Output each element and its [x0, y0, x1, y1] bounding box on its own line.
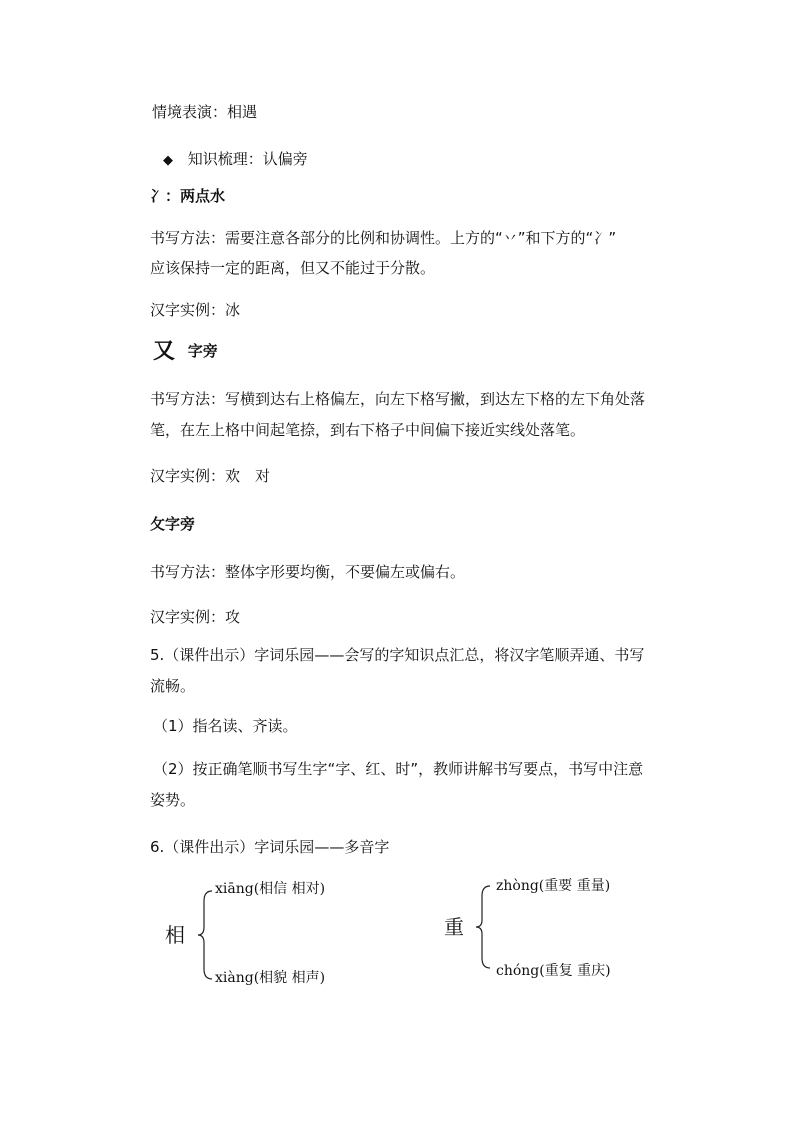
brace-icon: [196, 889, 214, 981]
radical3-method: 书写方法：整体字形要均衡，不要偏左或偏右。: [150, 563, 466, 581]
polyphone-reading-xiang1: xiāng(相信 相对): [215, 881, 326, 897]
radical3-heading: 攵字旁: [150, 515, 196, 533]
radical1-heading: 冫：两点水: [150, 187, 226, 205]
radical2-title: 字旁: [187, 342, 218, 360]
step5-line1: 5.（课件出示）字词乐园——会写的字知识点汇总，将汉字笔顺弄通、书写: [150, 646, 645, 664]
step5-sub2-line2: 姿势。: [150, 791, 196, 809]
polyphone-reading-chong2: chóng(重复 重庆): [496, 963, 611, 979]
step5-sub1: （1）指名读、齐读。: [153, 717, 298, 735]
radical2-example: 汉字实例：欢 对: [150, 467, 271, 485]
radical1-method-line2: 应该保持一定的距离，但又不能过于分散。: [150, 259, 436, 277]
radical2-glyph: 又: [153, 338, 176, 364]
polyphone-reading-zhong4: zhòng(重要 重量): [496, 878, 611, 894]
step5-sub2-line1: （2）按正确笔顺书写生字“字、红、时”，教师讲解书写要点，书写中注意: [153, 760, 644, 778]
radical2-method-line2: 笔，在左上格中间起笔捺，到右下格子中间偏下接近实线处落笔。: [150, 421, 586, 439]
polyphone-char-zhong: 重: [444, 915, 464, 939]
section-heading: [163, 150, 308, 170]
radical1-example: 汉字实例：冰: [150, 301, 241, 319]
polyphone-char-xiang: 相: [165, 923, 185, 947]
scene-label: 情境表演：相遇: [152, 103, 258, 121]
step5-line2: 流畅。: [150, 677, 196, 695]
polyphone-reading-xiang4: xiàng(相貌 相声): [215, 970, 326, 986]
brace-icon: [474, 884, 492, 970]
radical1-method-line1: 书写方法：需要注意各部分的比例和协调性。上方的“丷”和下方的“冫”: [150, 229, 617, 247]
step6-line: 6.（课件出示）字词乐园——多音字: [150, 838, 390, 856]
section-title: 知识梳理：认偏旁: [187, 150, 308, 168]
diamond-bullet-icon: ◆: [163, 153, 173, 168]
radical3-example: 汉字实例：攻: [150, 608, 241, 626]
radical2-method-line1: 书写方法：写横到达右上格偏左，向左下格写撇，到达左下格的左下角处落: [150, 390, 646, 408]
radical2-heading: [153, 340, 218, 362]
